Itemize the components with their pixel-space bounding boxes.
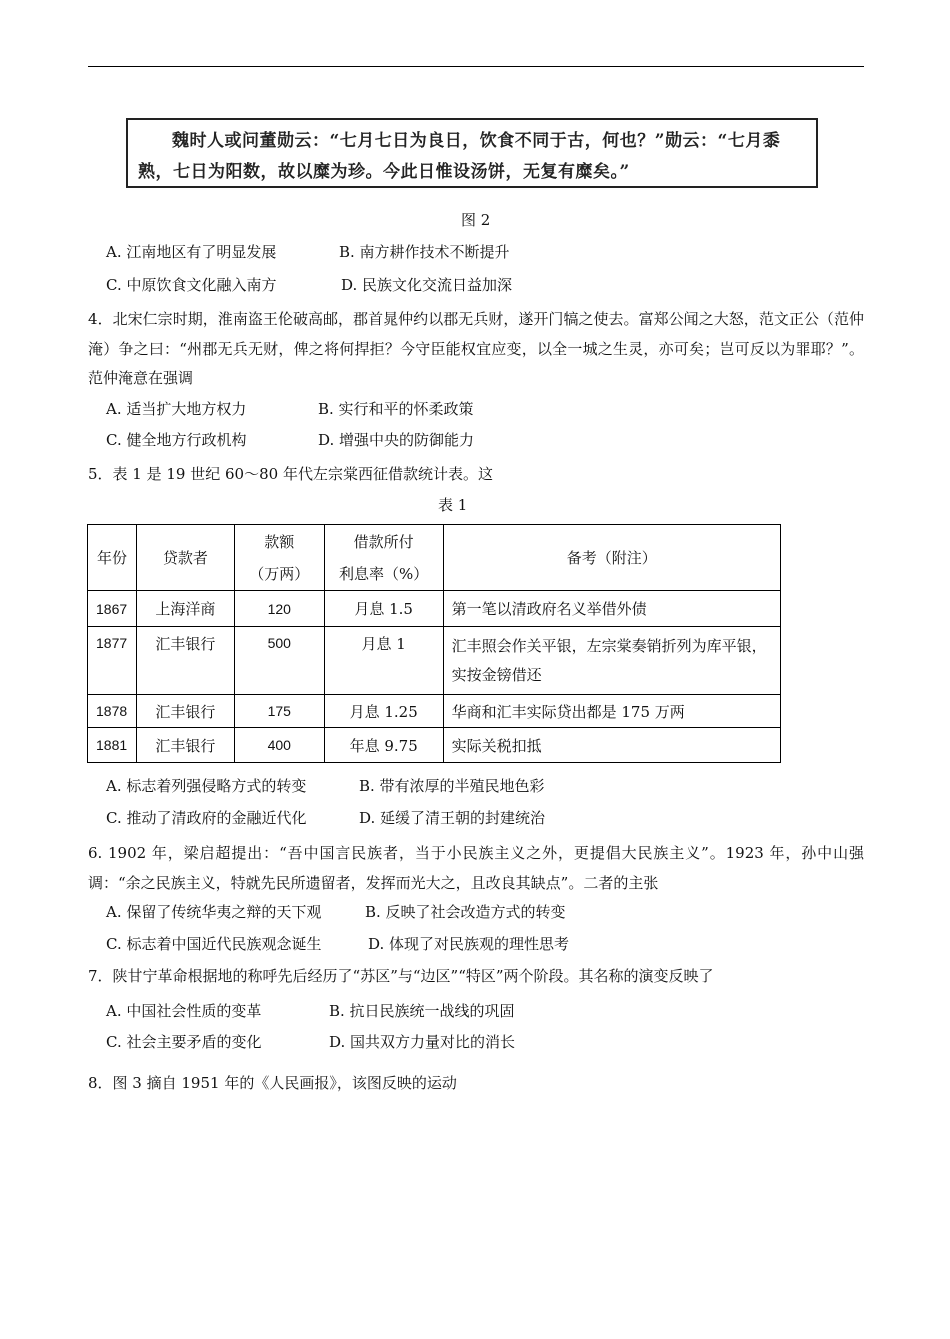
cell-amount: 175 xyxy=(234,695,324,728)
table-row xyxy=(88,728,781,763)
figure-2-quote-box: 魏时人或问董勋云：“七月七日为良日，饮食不同于古，何也？”勋云：“七月黍熟，七日为阳数，故以糜为珍。今此日惟设汤饼，无复有糜矣。” xyxy=(126,118,818,188)
cell-lender: 汇丰银行 xyxy=(136,695,234,728)
header-amount-line2: （万两） xyxy=(249,564,310,583)
cell-year: 1877 xyxy=(88,627,137,695)
q7-stem: 7．陕甘宁革命根据地的称呼先后经历了“苏区”与“边区”“特区”两个阶段。其名称的演变反映了 xyxy=(88,967,714,985)
cell-amount: 400 xyxy=(234,728,324,763)
table-row xyxy=(88,695,781,728)
q3-option-c: C. 中原饮食文化融入南方 xyxy=(106,276,277,294)
header-year: 年份 xyxy=(88,525,137,591)
q3-option-d: D. 民族文化交流日益加深 xyxy=(341,276,513,294)
header-amount-line1: 款额 xyxy=(264,532,295,551)
table-1-caption: 表 1 xyxy=(438,496,468,514)
header-amount xyxy=(234,525,324,591)
q4-option-c: C. 健全地方行政机构 xyxy=(106,431,247,449)
q3-option-b: B. 南方耕作技术不断提升 xyxy=(339,243,510,261)
q6-option-c: C. 标志着中国近代民族观念诞生 xyxy=(106,935,322,953)
q5-option-b: B. 带有浓厚的半殖民地色彩 xyxy=(359,777,545,795)
cell-year: 1867 xyxy=(88,591,137,627)
q6-option-d: D. 体现了对民族观的理性思考 xyxy=(368,935,570,953)
q5-option-d: D. 延缓了清王朝的封建统治 xyxy=(359,809,546,827)
q7-option-a: A. 中国社会性质的变革 xyxy=(106,1002,262,1020)
cell-notes: 实际关税扣抵 xyxy=(443,728,780,763)
cell-amount: 500 xyxy=(234,627,324,695)
q5-stem: 5．表 1 是 19 世纪 60～80 年代左宗棠西征借款统计表。这 xyxy=(88,465,493,483)
cell-notes: 第一笔以清政府名义举借外债 xyxy=(443,591,780,627)
q4-stem: 4．北宋仁宗时期，淮南盗王伦破高邮，郡首晁仲约以郡无兵财，遂开门犒之使去。富郑公闻之大怒，范文正公（范仲淹）争之曰：“州郡无兵无财，俾之将何捍拒？今守臣能权宜应变，以全一城之生灵，亦可矣；岂可反以为罪耶？”。范仲淹意在强调 xyxy=(88,310,864,387)
header-rate-line1: 借款所付 xyxy=(353,532,414,551)
cell-lender: 上海洋商 xyxy=(136,591,234,627)
cell-year: 1878 xyxy=(88,695,137,728)
q7-option-d: D. 国共双方力量对比的消长 xyxy=(329,1033,516,1051)
q4-option-d: D. 增强中央的防御能力 xyxy=(318,431,475,449)
header-rule xyxy=(88,66,864,67)
table-header-row xyxy=(88,525,781,591)
cell-rate: 月息 1.5 xyxy=(324,591,443,627)
q6-stem: 6. 1902 年，梁启超提出：“吾中国言民族者，当于小民族主义之外，更提倡大民族主义”。1923 年，孙中山强调：“余之民族主义，特就先民所遗留者，发挥而光大之，且改良其缺点”。二者的主张 xyxy=(88,844,864,892)
header-lender: 贷款者 xyxy=(136,525,234,591)
q4-option-b: B. 实行和平的怀柔政策 xyxy=(318,400,474,418)
q7-option-b: B. 抗日民族统一战线的巩固 xyxy=(329,1002,515,1020)
cell-rate: 年息 9.75 xyxy=(324,728,443,763)
q5-option-c: C. 推动了清政府的金融近代化 xyxy=(106,809,307,827)
cell-year: 1881 xyxy=(88,728,137,763)
header-rate-line2: 利息率（%） xyxy=(339,564,429,583)
q6-option-b: B. 反映了社会改造方式的转变 xyxy=(365,903,566,921)
q4-option-a: A. 适当扩大地方权力 xyxy=(106,400,247,418)
cell-lender: 汇丰银行 xyxy=(136,627,234,695)
q8-stem: 8．图 3 摘自 1951 年的《人民画报》，该图反映的运动 xyxy=(88,1074,457,1092)
cell-amount: 120 xyxy=(234,591,324,627)
figure-2-caption: 图 2 xyxy=(461,211,491,229)
cell-rate: 月息 1.25 xyxy=(324,695,443,728)
header-notes: 备考（附注） xyxy=(443,525,780,591)
header-rate xyxy=(324,525,443,591)
q6-option-a: A. 保留了传统华夷之辩的天下观 xyxy=(106,903,322,921)
cell-notes: 华商和汇丰实际贷出都是 175 万两 xyxy=(443,695,780,728)
q5-option-a: A. 标志着列强侵略方式的转变 xyxy=(106,777,307,795)
cell-notes: 汇丰照会作关平银，左宗棠奏销折列为库平银，实按金镑借还 xyxy=(443,627,780,695)
table-row xyxy=(88,591,781,627)
table-row xyxy=(88,627,781,695)
cell-lender: 汇丰银行 xyxy=(136,728,234,763)
loan-table xyxy=(87,524,781,763)
cell-rate: 月息 1 xyxy=(324,627,443,695)
q7-option-c: C. 社会主要矛盾的变化 xyxy=(106,1033,262,1051)
q3-option-a: A. 江南地区有了明显发展 xyxy=(106,243,277,261)
